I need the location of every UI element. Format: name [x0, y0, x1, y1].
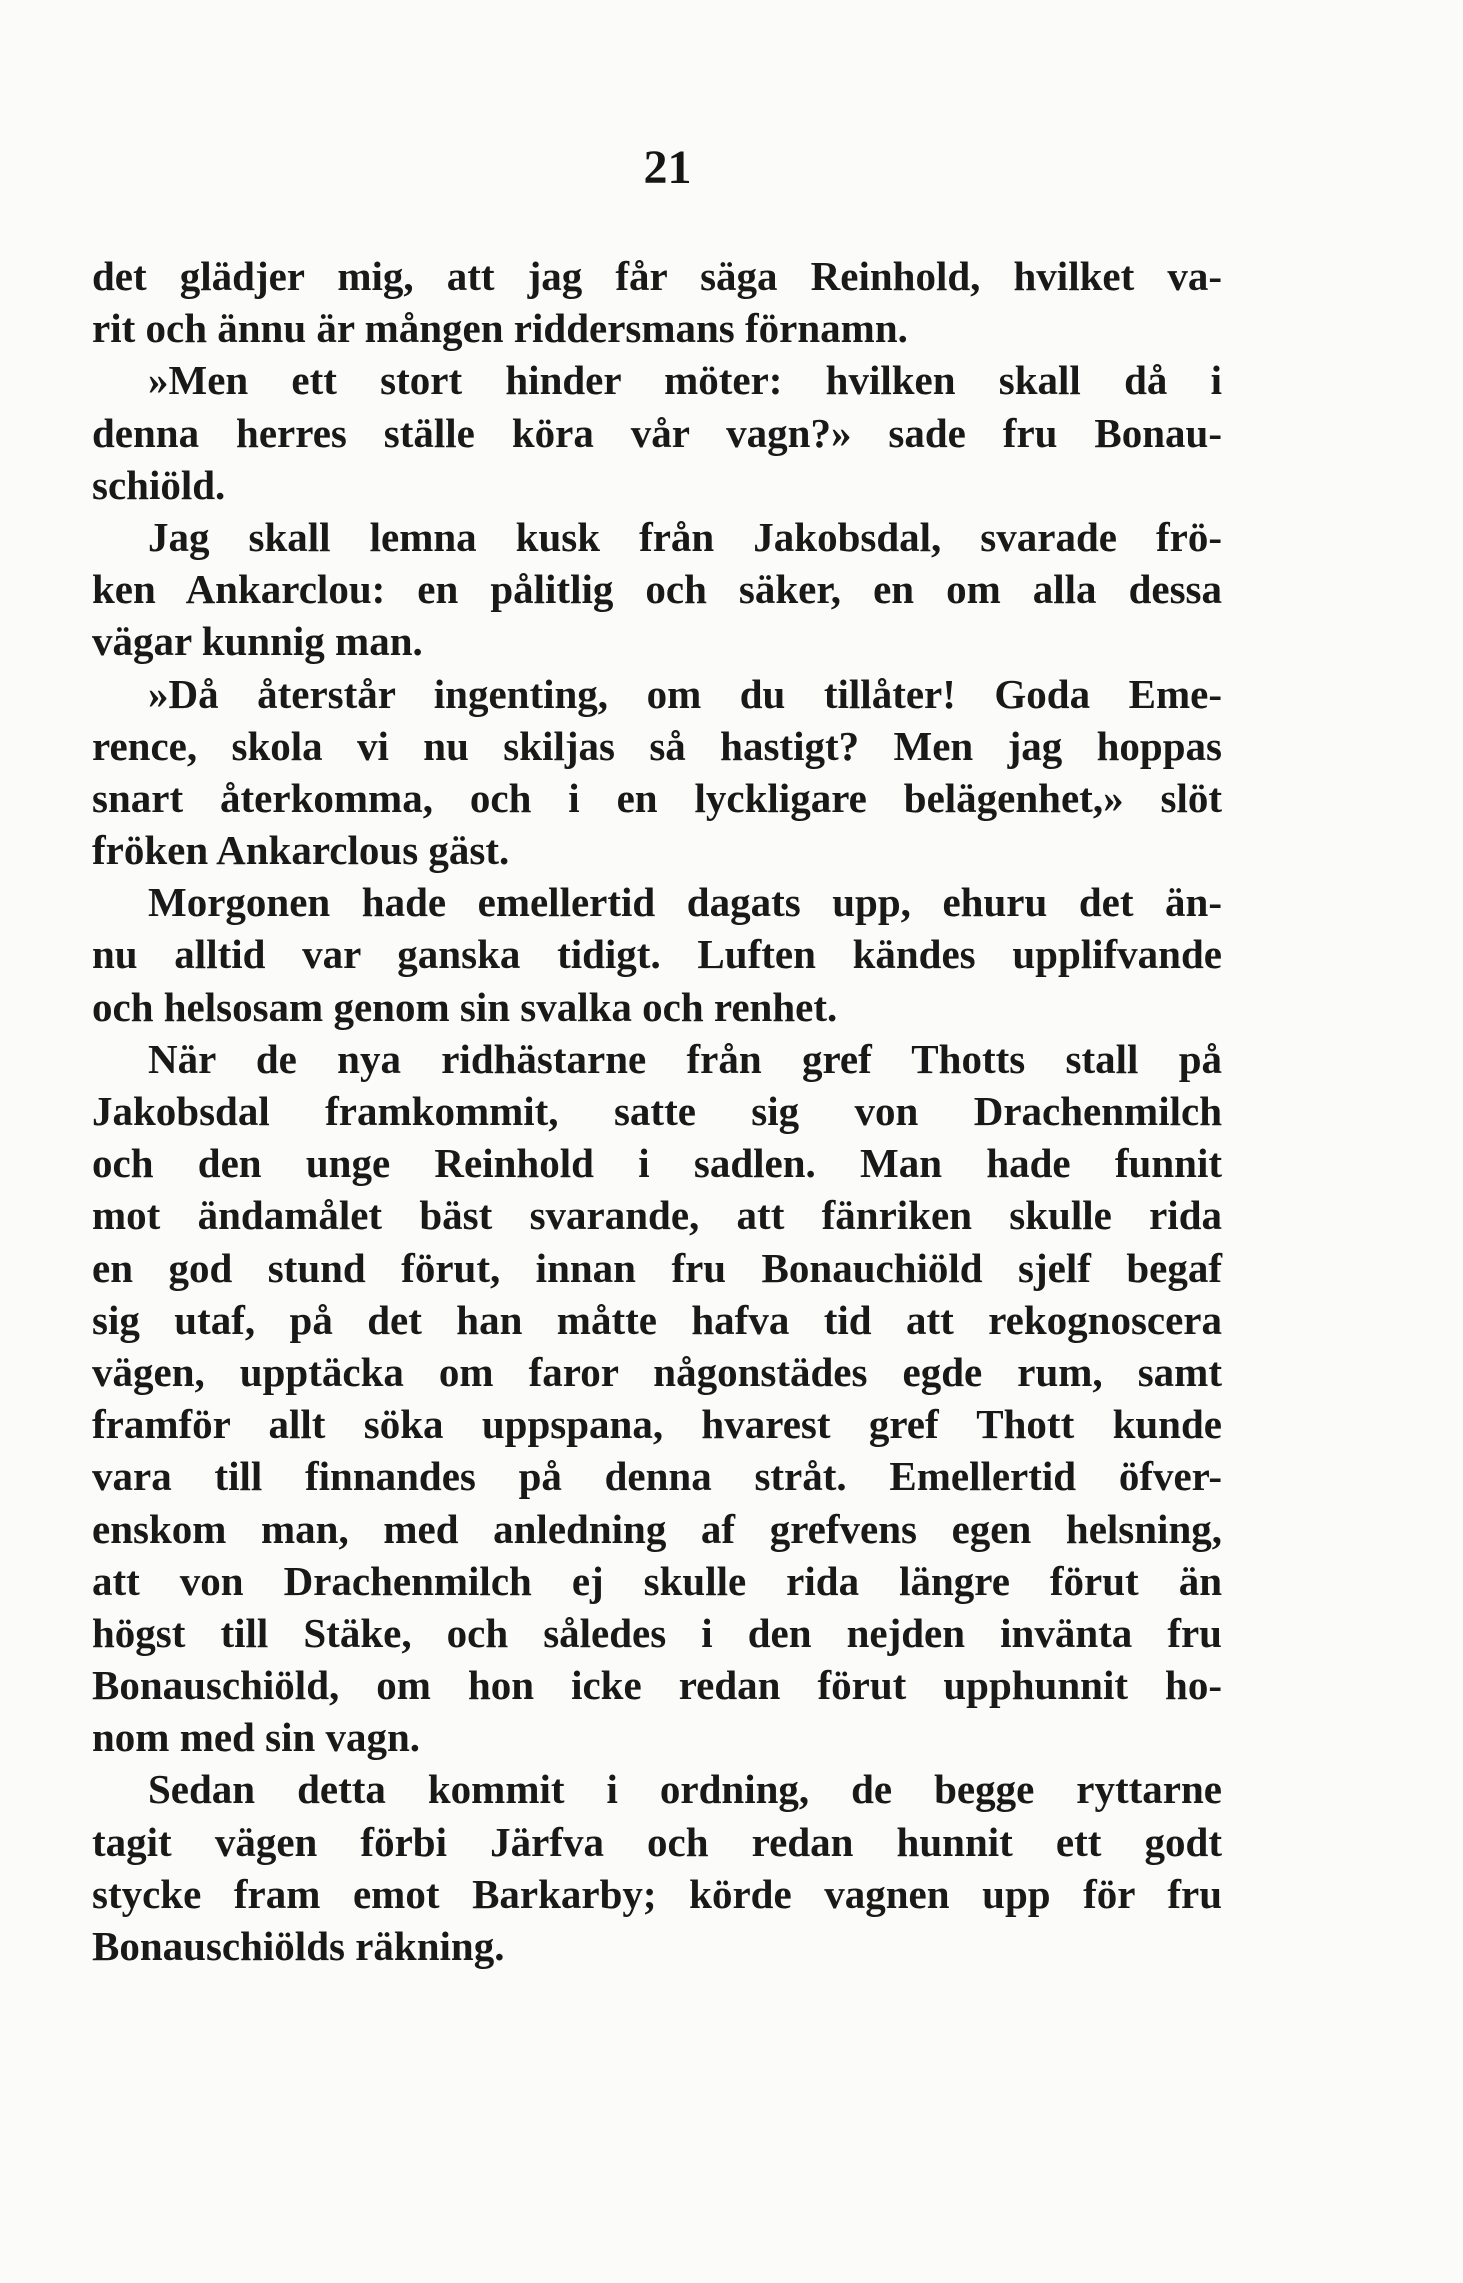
- text-line: snart återkomma, och i en lyckligare belägenhet,» slöt: [92, 774, 1222, 821]
- text-line: Jakobsdal framkommit, satte sig von Drachenmilch: [92, 1088, 1222, 1134]
- text-line: fröken Ankarclous gäst.: [92, 827, 510, 874]
- text-line: denna herres ställe köra vår vagn?» sade fru Bonau-: [92, 409, 1222, 456]
- text-line: och helsosam genom sin svalka och renhet.: [92, 983, 838, 1030]
- text-line: »Men ett stort hinder möter: hvilken skall då i: [148, 357, 1222, 404]
- text-line: ken Ankarclou: en pålitlig och säker, en om alla dessa: [92, 566, 1222, 613]
- text-line: vägar kunnig man.: [92, 618, 423, 665]
- text-line: en god stund förut, innan fru Bonauchiöld sjelf begaf: [92, 1244, 1222, 1291]
- text-line: Jag skall lemna kusk från Jakobsdal, svarade frö-: [148, 513, 1222, 560]
- text-line: schiöld.: [92, 461, 226, 508]
- text-line: vägen, upptäcka om faror någonstädes egde rum, samt: [92, 1348, 1222, 1395]
- text-line: Bonauschiölds räkning.: [92, 1923, 505, 1969]
- page-number: 21: [643, 141, 692, 194]
- text-line: högst till Stäke, och således i den nejden invänta fru: [92, 1609, 1222, 1656]
- text-line: det glädjer mig, att jag får säga Reinhold, hvilket va-: [92, 253, 1222, 299]
- body-text: [92, 250, 1222, 1972]
- text-line: framför allt söka uppspana, hvarest gref Thott kunde: [92, 1401, 1222, 1448]
- text-line: mot ändamålet bäst svarande, att fänriken skulle rida: [92, 1192, 1222, 1239]
- text-line: sig utaf, på det han måtte hafva tid att rekognoscera: [92, 1296, 1222, 1343]
- text-line: »Då återstår ingenting, om du tillåter! Goda Eme-: [148, 670, 1222, 717]
- text-line: Morgonen hade emellertid dagats upp, ehuru det än-: [148, 879, 1222, 926]
- text-line: rit och ännu är mången riddersmans förnamn.: [92, 305, 908, 352]
- text-line: och den unge Reinhold i sadlen. Man hade funnit: [92, 1140, 1222, 1187]
- text-line: att von Drachenmilch ej skulle rida längre förut än: [92, 1557, 1222, 1604]
- text-line: nom med sin vagn.: [92, 1714, 421, 1761]
- text-line: stycke fram emot Barkarby; körde vagnen upp för fru: [92, 1870, 1222, 1917]
- text-line: vara till finnandes på denna stråt. Emellertid öfver-: [92, 1453, 1222, 1500]
- text-line: När de nya ridhästarne från gref Thotts stall på: [148, 1035, 1222, 1082]
- text-line: Sedan detta kommit i ordning, de begge ryttarne: [148, 1766, 1222, 1813]
- text-line: nu alltid var ganska tidigt. Luften kändes upplifvande: [92, 931, 1222, 978]
- text-line: tagit vägen förbi Järfva och redan hunnit ett godt: [92, 1818, 1222, 1865]
- text-line: Bonauschiöld, om hon icke redan förut upphunnit ho-: [92, 1662, 1222, 1709]
- text-line: enskom man, med anledning af grefvens egen helsning,: [92, 1505, 1222, 1552]
- text-line: rence, skola vi nu skiljas så hastigt? Men jag hoppas: [92, 722, 1222, 769]
